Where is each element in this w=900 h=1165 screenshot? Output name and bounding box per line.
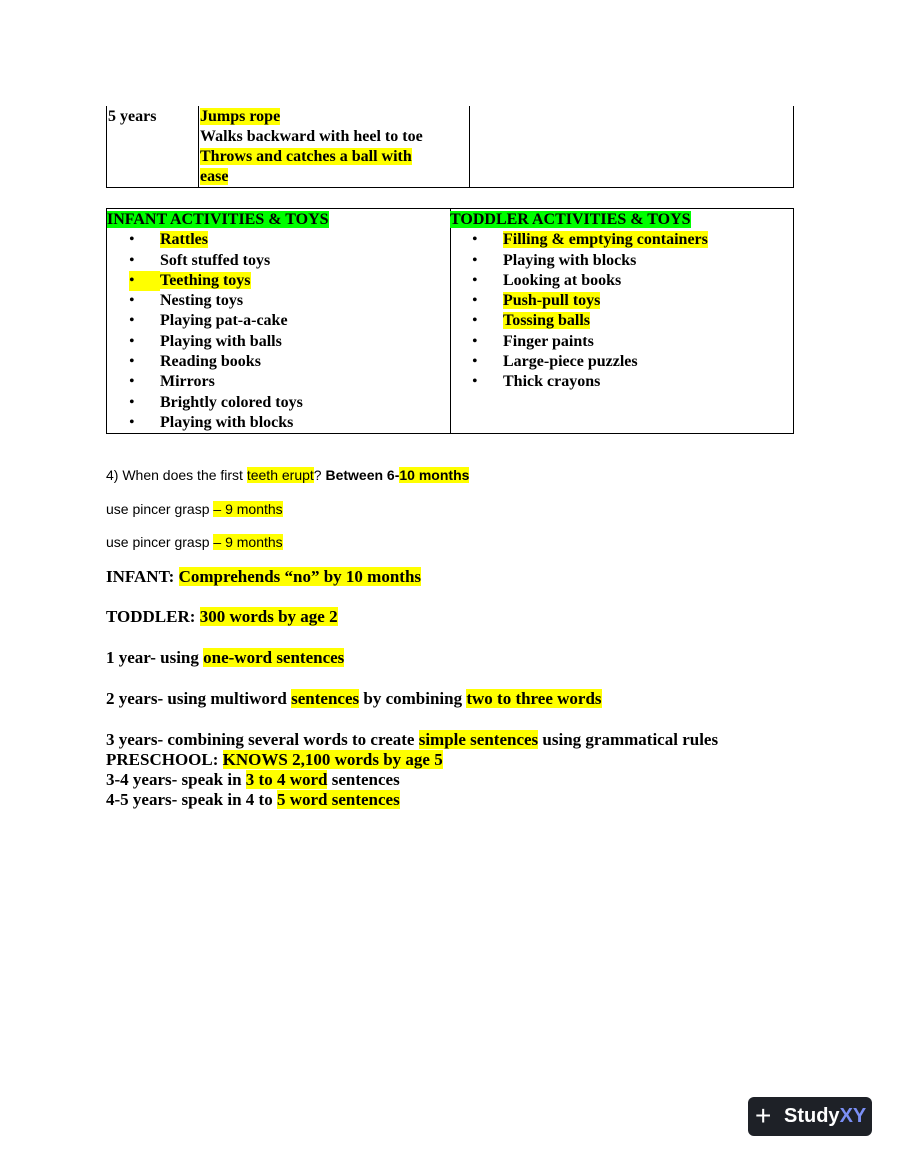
line-text: sentences bbox=[327, 770, 400, 789]
list-item-text: Playing with blocks bbox=[160, 413, 294, 431]
list-item-text: Tossing balls bbox=[503, 312, 591, 330]
list-item-text: Playing pat-a-cake bbox=[160, 312, 288, 330]
list-item-text: Large-piece puzzles bbox=[503, 353, 638, 371]
bullet-icon: • bbox=[129, 373, 135, 391]
answer-text: Between 6- bbox=[321, 467, 400, 483]
bullet-icon: • bbox=[129, 231, 135, 249]
list-item bbox=[107, 271, 450, 291]
list-item-text: Filling & emptying containers bbox=[503, 231, 708, 249]
two-years-line bbox=[106, 689, 602, 709]
line-highlight: simple sentences bbox=[418, 730, 539, 749]
bullet-icon: • bbox=[472, 231, 478, 249]
bullet-icon: • bbox=[129, 292, 135, 310]
line-highlight: one-word sentences bbox=[203, 648, 345, 667]
line-highlight: 3 to 4 word bbox=[245, 770, 328, 789]
line-highlight: KNOWS 2,100 words by age 5 bbox=[222, 750, 443, 769]
logo-xy: XY bbox=[839, 1105, 867, 1127]
one-year-line bbox=[106, 648, 344, 668]
list-item-text: Brightly colored toys bbox=[160, 393, 303, 411]
bullet-icon: • bbox=[472, 312, 478, 330]
list-item bbox=[450, 291, 793, 311]
pincer-text: use pincer grasp bbox=[106, 501, 214, 517]
infant-list bbox=[107, 230, 450, 433]
bullet-icon: • bbox=[472, 373, 478, 391]
bullet-icon: • bbox=[472, 353, 478, 371]
bullet-icon: • bbox=[129, 271, 160, 291]
list-item bbox=[450, 230, 793, 250]
skill-text: Throws and catches a ball with bbox=[200, 148, 412, 165]
list-item bbox=[107, 372, 450, 392]
list-item-text: Looking at books bbox=[503, 271, 622, 289]
list-item bbox=[107, 413, 450, 433]
bullet-icon: • bbox=[472, 251, 478, 269]
list-item bbox=[107, 251, 450, 271]
pincer-highlight: – 9 months bbox=[213, 501, 283, 517]
list-item-text: Rattles bbox=[160, 231, 208, 249]
list-item bbox=[107, 311, 450, 331]
activities-table bbox=[106, 208, 794, 434]
list-item-text: Playing with balls bbox=[160, 332, 282, 350]
question-mark: ? bbox=[313, 467, 322, 483]
list-item bbox=[450, 271, 793, 291]
list-item-text: Thick crayons bbox=[503, 373, 601, 391]
line-text: TODDLER: bbox=[106, 607, 200, 626]
four-five-years-line bbox=[106, 790, 400, 810]
list-item-text: Nesting toys bbox=[160, 292, 244, 310]
line-highlight: 300 words by age 2 bbox=[199, 607, 338, 626]
bullet-icon: • bbox=[472, 271, 478, 289]
line-text: 3-4 years- speak in bbox=[106, 770, 246, 789]
age-cell: 5 years bbox=[108, 108, 157, 125]
bullet-icon: • bbox=[129, 413, 135, 431]
three-years-line bbox=[106, 730, 718, 750]
answer-highlight: 10 months bbox=[399, 467, 470, 483]
list-item bbox=[450, 332, 793, 352]
list-item bbox=[107, 291, 450, 311]
line-highlight: sentences bbox=[291, 689, 360, 708]
question-line bbox=[106, 467, 469, 483]
list-item-text: Reading books bbox=[160, 353, 261, 371]
logo-text bbox=[784, 1105, 866, 1128]
toddler-list bbox=[450, 230, 793, 392]
toddler-language-line bbox=[106, 607, 338, 627]
list-item-text: Finger paints bbox=[503, 332, 594, 350]
skills-cell bbox=[198, 106, 470, 187]
list-item bbox=[450, 251, 793, 271]
list-item bbox=[107, 352, 450, 372]
bullet-icon: • bbox=[129, 393, 135, 411]
list-item bbox=[107, 230, 450, 250]
question-text: 4) When does the first bbox=[106, 467, 247, 483]
three-four-years-line bbox=[106, 770, 400, 790]
bullet-icon: • bbox=[129, 353, 135, 371]
question-highlight: teeth erupt bbox=[246, 467, 314, 483]
bullet-icon: • bbox=[129, 312, 135, 330]
infant-column bbox=[107, 209, 451, 433]
plus-icon: + bbox=[755, 1100, 772, 1131]
list-item bbox=[450, 352, 793, 372]
toddler-column bbox=[450, 209, 793, 433]
line-text: PRESCHOOL: bbox=[106, 750, 223, 769]
bullet-icon: • bbox=[472, 292, 478, 310]
line-text: using grammatical rules bbox=[538, 730, 719, 749]
list-item-text: Playing with blocks bbox=[503, 251, 637, 269]
line-text: 2 years- using multiword bbox=[106, 689, 292, 708]
line-highlight: Comprehends “no” by 10 months bbox=[178, 567, 422, 586]
list-item-text: Teething toys bbox=[160, 271, 251, 289]
pincer-line bbox=[106, 501, 283, 517]
skill-text: Walks backward with heel to toe bbox=[200, 128, 423, 145]
list-item-text: Soft stuffed toys bbox=[160, 251, 271, 269]
list-item-text: Mirrors bbox=[160, 373, 215, 391]
toddler-heading: TODDLER ACTIVITIES & TOYS bbox=[450, 211, 691, 228]
line-highlight: two to three words bbox=[466, 689, 602, 708]
bullet-icon: • bbox=[129, 251, 135, 269]
line-text: 1 year- using bbox=[106, 648, 204, 667]
line-text: 4-5 years- speak in 4 to bbox=[106, 790, 277, 809]
skill-text: ease bbox=[200, 168, 229, 185]
list-item bbox=[107, 332, 450, 352]
infant-language-line bbox=[106, 567, 421, 587]
list-item bbox=[450, 311, 793, 331]
milestone-table bbox=[106, 106, 794, 188]
line-text: 3 years- combining several words to create bbox=[106, 730, 419, 749]
bullet-icon: • bbox=[129, 332, 135, 350]
skill-text: Jumps rope bbox=[200, 108, 281, 125]
bullet-icon: • bbox=[472, 332, 478, 350]
preschool-line bbox=[106, 750, 443, 770]
pincer-highlight: – 9 months bbox=[213, 534, 283, 550]
pincer-line bbox=[106, 534, 283, 550]
logo-study: Study bbox=[784, 1105, 840, 1127]
list-item bbox=[107, 393, 450, 413]
pincer-text: use pincer grasp bbox=[106, 534, 214, 550]
infant-heading: INFANT ACTIVITIES & TOYS bbox=[107, 211, 329, 228]
list-item-text: Push-pull toys bbox=[503, 292, 601, 310]
studyxy-logo[interactable] bbox=[748, 1097, 872, 1136]
line-highlight: 5 word sentences bbox=[276, 790, 400, 809]
line-text: by combining bbox=[359, 689, 467, 708]
list-item bbox=[450, 372, 793, 392]
line-text: INFANT: bbox=[106, 567, 179, 586]
